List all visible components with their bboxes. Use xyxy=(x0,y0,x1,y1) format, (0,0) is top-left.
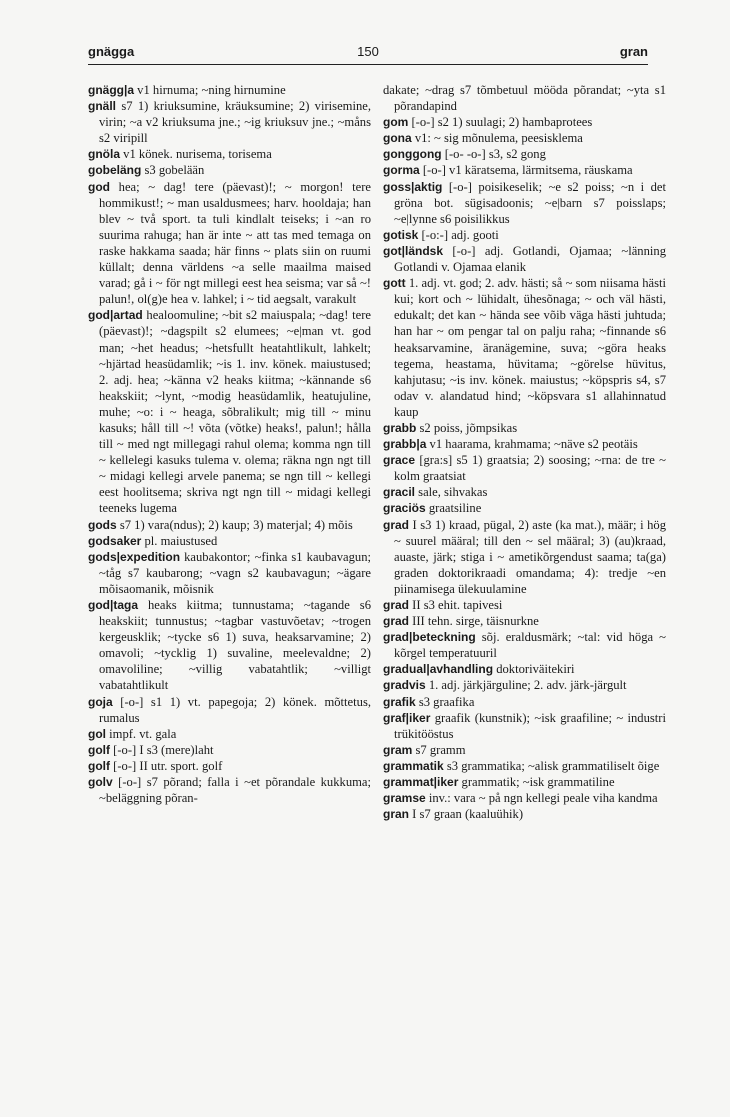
entry-headword: grace xyxy=(383,453,416,468)
entry-headword: grad|beteckning xyxy=(383,630,476,645)
dictionary-entry xyxy=(88,179,371,308)
dictionary-entry xyxy=(383,774,666,790)
entry-headword: gott xyxy=(383,276,406,291)
entry-headword: grad xyxy=(383,614,410,629)
entry-headword: goja xyxy=(88,694,113,709)
entry-headword: grabb xyxy=(383,420,417,435)
dictionary-entry xyxy=(88,517,371,533)
entry-definition: v1: ~ sig mõnulema, peesisklema xyxy=(411,131,583,146)
dictionary-entry xyxy=(383,484,666,500)
dictionary-entry xyxy=(383,613,666,629)
dictionary-entry xyxy=(88,549,371,597)
entry-definition: II s3 ehit. tapivesi xyxy=(409,598,503,612)
dictionary-entry xyxy=(383,661,666,677)
entry-definition: [-o- -o-] s3, s2 gong xyxy=(441,147,546,162)
entry-headword: got|ländsk xyxy=(383,243,444,258)
entry-definition: s3 gobelään xyxy=(141,163,205,178)
entry-definition: [-o-] poisikeselik; ~e s2 poiss; ~n i det gröna bot. sügisadoonis; ~e|barn s7 poisslaps; ~e|lynne s6 poisilikkus xyxy=(394,179,666,226)
dictionary-entry xyxy=(383,82,666,114)
entry-definition: s3 graafika xyxy=(415,694,475,709)
entry-definition: v1 könek. nurisema, torisema xyxy=(120,147,272,162)
entry-definition: [-o-] s1 1) vt. papegoja; 2) könek. mõttetus, rumalus xyxy=(99,694,371,725)
entry-definition: [-o:-] adj. gooti xyxy=(418,227,499,242)
entry-headword: gotisk xyxy=(383,227,419,242)
dictionary-entry xyxy=(383,694,666,710)
dictionary-entry xyxy=(383,806,666,822)
entry-headword: god|taga xyxy=(88,598,139,612)
entry-definition: grammatik; ~isk grammatiline xyxy=(458,775,615,790)
entry-headword: gods|expedition xyxy=(88,549,181,564)
dictionary-entry xyxy=(383,500,666,516)
page-number: 150 xyxy=(357,44,379,59)
dictionary-entry xyxy=(88,597,371,694)
entry-headword: golf xyxy=(88,758,110,773)
entry-definition: kaubakontor; ~finka s1 kaubavagun; ~tåg s7 kaubarong; ~vagn s2 kaubavagun; ~ägare mõisaomanik, mõisnik xyxy=(99,549,371,596)
dictionary-entry xyxy=(383,597,666,613)
dictionary-entry xyxy=(88,307,371,516)
dictionary-entry xyxy=(88,533,371,549)
entry-definition: [-o-] s2 1) suulagi; 2) hambaprotees xyxy=(408,115,593,130)
entry-headword: gona xyxy=(383,131,412,146)
entry-definition: I s3 1) kraad, pügal, 2) aste (ka mat.), määr; i hög ~ suurel määral; till den ~ sel määral; 3) (au)kraad, auaste, järk; stiga i ~ ametikõrgendust saama; ta(ga) graden doktorikraadi omandama; 4): tredje ~en piinamisega ülekuulamine xyxy=(394,517,666,596)
entry-headword: gracil xyxy=(383,485,416,500)
entry-definition: sale, sihvakas xyxy=(415,485,488,500)
entry-headword: gom xyxy=(383,115,409,130)
dictionary-entry xyxy=(383,130,666,146)
entry-headword: golf xyxy=(88,742,110,757)
dictionary-entry xyxy=(383,227,666,243)
entry-headword: gobeläng xyxy=(88,163,142,178)
entry-definition: s7 gramm xyxy=(412,742,466,757)
entry-headword: gradvis xyxy=(383,678,426,693)
entry-definition: 1. adj. järkjärguline; 2. adv. järk-järgult xyxy=(425,678,627,693)
entry-definition: [-o-] s7 põrand; falla i ~et põrandale kukkuma; ~beläggning põran- xyxy=(99,775,371,806)
dictionary-entry xyxy=(383,146,666,162)
header-rule xyxy=(88,64,648,65)
dictionary-entry xyxy=(383,275,666,420)
dictionary-entry xyxy=(383,677,666,693)
entry-headword: gods xyxy=(88,517,117,532)
entry-definition: [-o-] II utr. sport. golf xyxy=(110,758,223,773)
dictionary-entry xyxy=(88,726,371,742)
entry-headword: gradual|avhandling xyxy=(383,662,494,677)
entry-definition: inv.: vara ~ på ngn kellegi peale viha kandma xyxy=(425,791,658,806)
entry-definition: [-o-] v1 käratsema, lärmitsema, räuskama xyxy=(419,163,633,178)
entry-definition: s2 poiss, jõmpsikas xyxy=(416,420,518,435)
entry-definition: pl. maiustused xyxy=(141,533,218,548)
entry-definition: hea; ~ dag! tere (päevast)!; ~ morgon! tere hommikust!; ~ man usaldusmees; harv. hooldaja; han blev ~ två sport. ta tuli kindlalt teiseks; i ~an ro suurima rahuga; han är inte ~ att tas med temaga on raske hakkama saada; här finns ~ plats siin on ruumi küllalt; denna världens ~a selle maailma maised varad; gå i ~ för ngt millegi eest hea seisma; var så ~! palun!, ol(g)e hea v. lahkel; i ~ tid aegsalt, varakult xyxy=(99,179,371,307)
dictionary-entry xyxy=(88,98,371,146)
dictionary-entry xyxy=(383,179,666,227)
entry-headword: grad xyxy=(383,598,410,612)
left-column xyxy=(88,82,371,806)
entry-headword: graf|iker xyxy=(383,710,431,725)
entry-definition: [-o-] I s3 (mere)laht xyxy=(110,742,214,757)
dictionary-entry xyxy=(383,517,666,597)
entry-headword: grabb|a xyxy=(383,437,427,452)
right-column xyxy=(383,82,666,822)
entry-headword: gnäll xyxy=(88,99,117,114)
entry-definition: s7 1) kriuksumine, kräuksumine; 2) virisemine, virin; ~a v2 kriuksuma jne.; ~ig kriuksuv jne.; ~måns s2 viripill xyxy=(99,99,371,146)
entry-headword: gonggong xyxy=(383,147,442,162)
dictionary-entry xyxy=(88,146,371,162)
guide-word-left: gnägga xyxy=(88,44,135,59)
entry-headword: godsaker xyxy=(88,533,142,548)
dictionary-entry xyxy=(88,82,371,98)
dictionary-entry xyxy=(88,162,371,178)
entry-headword: god xyxy=(88,179,110,194)
entry-definition: v1 haarama, krahmama; ~näve s2 peotäis xyxy=(426,437,638,452)
entry-definition: 1. adj. vt. god; 2. adv. hästi; så ~ som niisama hästi kui; kort och ~ lühidalt, ühesõnaga; ~ och väl hästi, edukalt; det kan ~ hända see võib väga hästi juhtuda; han har ~ om pengar tal on palju raha; ~finnande s6 heaksarvamine, äranägemine, suva; ~göra heaks tegema, heastama, hüvitama; ~görelse hüvitus, kahjutasu; ~is inv. könek. maiustus; ~köpspris s4, s7 odav v. alandatud hind; ~köpsvara s1 allahinnatud kaup xyxy=(394,276,666,419)
page-header xyxy=(88,44,648,66)
entry-definition: s7 1) vara(ndus); 2) kaup; 3) materjal; 4) mõis xyxy=(116,517,353,532)
entry-headword: grafik xyxy=(383,694,416,709)
entry-definition: [gra:s] s5 1) graatsia; 2) soosing; ~rna: de tre ~ kolm graatsiat xyxy=(394,453,666,484)
dictionary-entry xyxy=(88,742,371,758)
entry-headword: golv xyxy=(88,775,113,790)
entry-headword: grammatik xyxy=(383,758,444,773)
entry-headword: gran xyxy=(383,807,410,822)
entry-definition: heaks kiitma; tunnustama; ~tagande s6 heakskiit; tunnustus; ~tagbar vastuvõetav; ~trogen kergeusklik; ~tycke s6 1) suva, heaksarvamine; 2) omavoli; ~tycklig 1) suvaline, meelevaldne; 2) omavoliline; ~villig vabatahtlik; ~villigt vabatahtlikult xyxy=(99,598,371,693)
dictionary-entry xyxy=(383,162,666,178)
entry-definition: III tehn. sirge, täisnurkne xyxy=(409,614,539,629)
entry-headword: gol xyxy=(88,726,106,741)
dictionary-entry xyxy=(383,710,666,742)
dictionary-entry xyxy=(383,114,666,130)
entry-definition: v1 hirnuma; ~ning hirnumine xyxy=(134,83,286,97)
dictionary-entry xyxy=(383,629,666,661)
entry-definition: graafik (kunstnik); ~isk graafiline; ~ industri trükitööstus xyxy=(394,710,666,741)
entry-headword: gramse xyxy=(383,791,426,806)
entry-headword: god|artad xyxy=(88,308,143,323)
entry-headword: goss|aktig xyxy=(383,179,443,194)
dictionary-entry xyxy=(383,243,666,275)
dictionary-entry xyxy=(383,758,666,774)
dictionary-entry xyxy=(383,790,666,806)
entry-definition: s3 grammatika; ~alisk grammatiliselt õige xyxy=(443,758,660,773)
entry-headword: gnägg|a xyxy=(88,83,135,97)
entry-definition: [-o-] adj. Gotlandi, Ojamaa; ~länning Gotlandi v. Ojamaa elanik xyxy=(394,243,666,275)
dictionary-entry xyxy=(383,420,666,436)
entry-definition: sõj. eraldusmärk; ~tal: vid höga ~ kõrgel temperatuuril xyxy=(394,630,666,661)
guide-word-right: gran xyxy=(619,44,648,59)
entry-definition: doktoriväitekiri xyxy=(493,662,575,677)
entry-headword: gnöla xyxy=(88,147,120,162)
dictionary-entry xyxy=(88,758,371,774)
dictionary-entry xyxy=(383,742,666,758)
entry-headword: grad xyxy=(383,517,410,532)
entry-definition: healoomuline; ~bit s2 maiuspala; ~dag! tere (päevast)!; ~dagspilt s2 elumees; ~e|man vt. god man; ~het headus; ~hetsfullt heatahtlikult, lahkelt; ~hjärtad heasüdamlik; ~is 1. inv. könek. maiustused; 2. adj. hea; ~känna v2 heaks kiitma; ~kännande s6 heakskiit; ~lynt, ~modig heasüdamlik, heatujuline, muhe; ~o: i ~ heaga, sõbralikult; mig till ~ minu kasuks; håll till ~! võta (võtke) heaks!, palun!; hålla till ~ med ngt millegagi rahul olema; komma ngn till ~ kellelegi kasuks tulema v. olema; räkna ngn ngt till ~ midagi kellegi arvele panema; se ngn till ~ kellegi eest hoolitsema; skriva ngt ngn till ~ midagi kellegi teeneks lugema xyxy=(99,308,371,516)
entry-definition: I s7 graan (kaaluühik) xyxy=(409,807,524,822)
entry-definition: dakate; ~drag s7 tõmbetuul mööda põrandat; ~yta s1 põrandapind xyxy=(383,83,666,114)
entry-headword: graciös xyxy=(383,501,426,516)
entry-definition: impf. vt. gala xyxy=(106,726,177,741)
entry-headword: grammat|iker xyxy=(383,775,459,790)
entry-definition: graatsiline xyxy=(425,501,482,516)
dictionary-entry xyxy=(383,436,666,452)
entry-headword: gram xyxy=(383,742,413,757)
dictionary-entry xyxy=(88,694,371,726)
dictionary-entry xyxy=(383,452,666,484)
entry-headword: gorma xyxy=(383,163,420,178)
dictionary-entry xyxy=(88,774,371,806)
